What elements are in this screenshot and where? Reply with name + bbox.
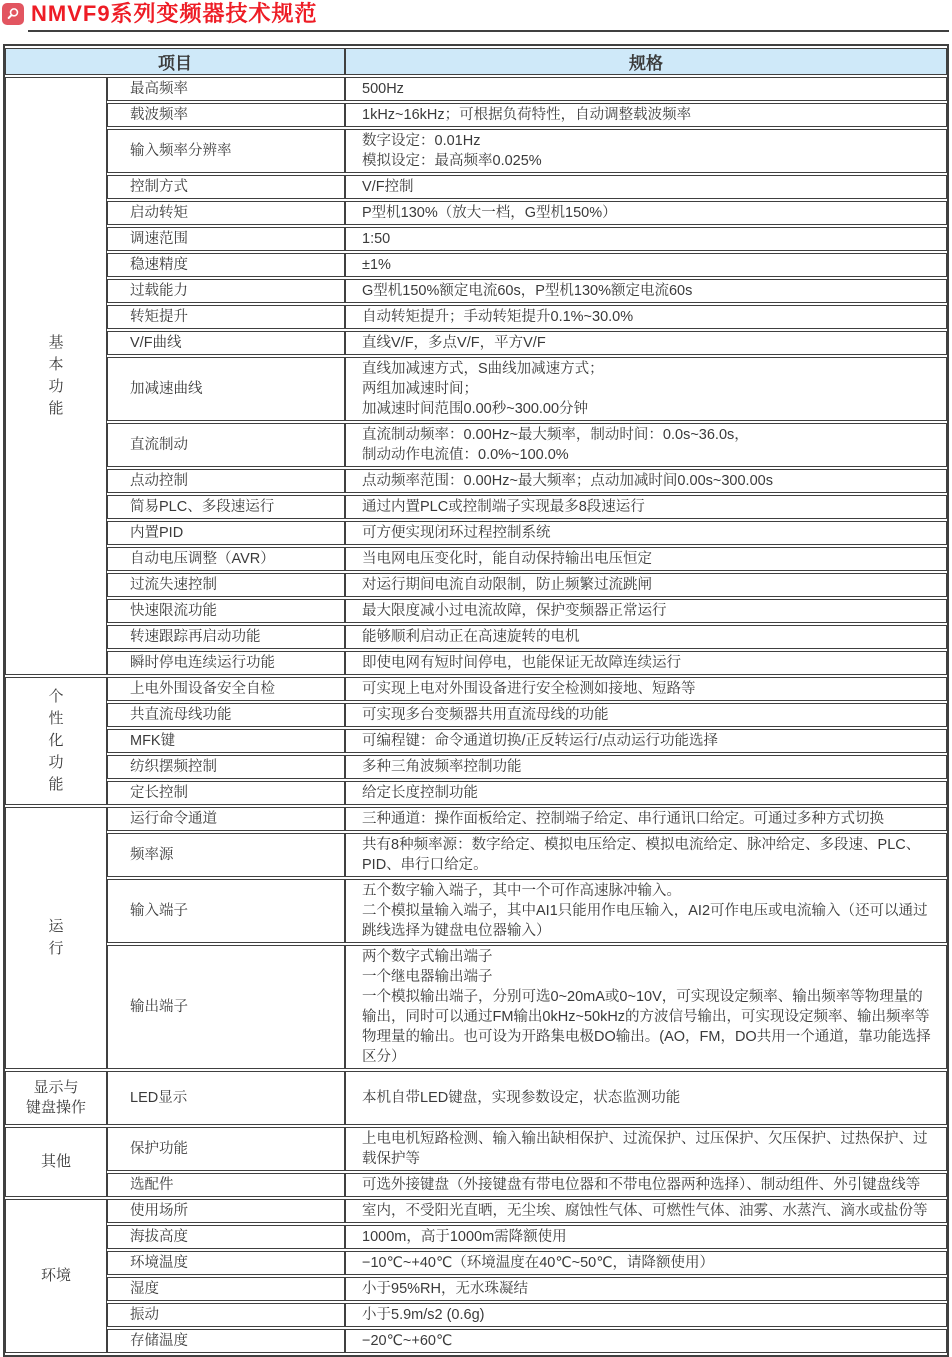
item-cell: 选配件 xyxy=(107,1173,345,1197)
spec-cell: 500Hz xyxy=(345,77,947,101)
item-cell: 稳速精度 xyxy=(107,253,345,277)
table-row xyxy=(5,1329,947,1353)
spec-cell: 可方便实现闭环过程控制系统 xyxy=(345,521,947,545)
item-cell: 载波频率 xyxy=(107,103,345,127)
spec-cell: 可实现多台变频器共用直流母线的功能 xyxy=(345,703,947,727)
column-header-item: 项目 xyxy=(5,48,345,75)
item-cell: 简易PLC、多段速运行 xyxy=(107,495,345,519)
category-cell-other: 其他 xyxy=(5,1127,107,1197)
item-cell: 最高频率 xyxy=(107,77,345,101)
category-cell-operation: 运 行 xyxy=(5,807,107,1069)
table-row xyxy=(5,1277,947,1301)
item-cell: 输出端子 xyxy=(107,945,345,1069)
item-cell: 振动 xyxy=(107,1303,345,1327)
item-cell: 加减速曲线 xyxy=(107,357,345,421)
spec-cell: 能够顺利启动正在高速旋转的电机 xyxy=(345,625,947,649)
page-title: NMVF9系列变频器技术规范 xyxy=(31,1,318,26)
spec-cell: 1kHz~16kHz；可根据负荷特性，自动调整载波频率 xyxy=(345,103,947,127)
category-cell-basic: 基 本 功 能 xyxy=(5,77,107,675)
spec-cell: 可选外接键盘（外接键盘有带电位器和不带电位器两种选择）、制动组件、外引键盘线等 xyxy=(345,1173,947,1197)
spec-cell: 1:50 xyxy=(345,227,947,251)
table-row xyxy=(5,703,947,727)
table-row xyxy=(5,129,947,173)
spec-cell: 当电网电压变化时，能自动保持输出电压恒定 xyxy=(345,547,947,571)
item-cell: 存储温度 xyxy=(107,1329,345,1353)
table-row xyxy=(5,357,947,421)
item-cell: 直流制动 xyxy=(107,423,345,467)
column-header-spec: 规格 xyxy=(345,48,947,75)
spec-cell: −10℃~+40℃（环境温度在40℃~50℃，请降额使用） xyxy=(345,1251,947,1275)
table-row xyxy=(5,1251,947,1275)
spec-cell: V/F控制 xyxy=(345,175,947,199)
item-cell: 输入端子 xyxy=(107,879,345,943)
table-row xyxy=(5,279,947,303)
item-cell: 过载能力 xyxy=(107,279,345,303)
spec-cell: 通过内置PLC或控制端子实现最多8段速运行 xyxy=(345,495,947,519)
item-cell: 自动电压调整（AVR） xyxy=(107,547,345,571)
table-row xyxy=(5,1303,947,1327)
table-row xyxy=(5,573,947,597)
table-row xyxy=(5,175,947,199)
spec-cell: 点动频率范围：0.00Hz~最大频率；点动加减时间0.00s~300.00s xyxy=(345,469,947,493)
title-bar xyxy=(0,0,952,26)
table-row xyxy=(5,1199,947,1223)
table-row xyxy=(5,807,947,831)
spec-cell: 可编程键：命令通道切换/正反转运行/点动运行功能选择 xyxy=(345,729,947,753)
item-cell: 纺织摆频控制 xyxy=(107,755,345,779)
spec-cell: 自动转矩提升；手动转矩提升0.1%~30.0% xyxy=(345,305,947,329)
spec-cell: 对运行期间电流自动限制，防止频繁过流跳闸 xyxy=(345,573,947,597)
table-row xyxy=(5,879,947,943)
table-row xyxy=(5,1173,947,1197)
spec-cell: G型机150%额定电流60s，P型机130%额定电流60s xyxy=(345,279,947,303)
spec-table-body xyxy=(5,77,947,1353)
item-cell: 湿度 xyxy=(107,1277,345,1301)
spec-cell: 给定长度控制功能 xyxy=(345,781,947,805)
table-row xyxy=(5,651,947,675)
spec-cell: 1000m，高于1000m需降额使用 xyxy=(345,1225,947,1249)
spec-cell: 五个数字输入端子，其中一个可作高速脉冲输入。 二个模拟量输入端子，其中AI1只能用作电压输入，AI2可作电压或电流输入（还可以通过跳线选择为键盘电位器输入） xyxy=(345,879,947,943)
table-row xyxy=(5,521,947,545)
table-row xyxy=(5,1225,947,1249)
item-cell: 定长控制 xyxy=(107,781,345,805)
spec-cell: 直流制动频率：0.00Hz~最大频率，制动时间：0.0s~36.0s， 制动动作电流值：0.0%~100.0% xyxy=(345,423,947,467)
table-row xyxy=(5,599,947,623)
item-cell: 启动转矩 xyxy=(107,201,345,225)
spec-cell: 可实现上电对外围设备进行安全检测如接地、短路等 xyxy=(345,677,947,701)
header-row xyxy=(5,48,947,75)
item-cell: 转速跟踪再启动功能 xyxy=(107,625,345,649)
category-cell-environment: 环境 xyxy=(5,1199,107,1353)
magnifier-icon xyxy=(2,3,24,25)
table-row xyxy=(5,495,947,519)
spec-cell: 小于5.9m/s2 (0.6g) xyxy=(345,1303,947,1327)
spec-cell: ±1% xyxy=(345,253,947,277)
item-cell: 瞬时停电连续运行功能 xyxy=(107,651,345,675)
table-row xyxy=(5,469,947,493)
table-row xyxy=(5,77,947,101)
table-row xyxy=(5,1127,947,1171)
spec-table xyxy=(3,44,949,1357)
table-row xyxy=(5,1071,947,1125)
item-cell: 频率源 xyxy=(107,833,345,877)
table-row xyxy=(5,103,947,127)
item-cell: 上电外围设备安全自检 xyxy=(107,677,345,701)
title-divider xyxy=(28,30,949,32)
table-row xyxy=(5,833,947,877)
spec-cell: 直线加减速方式，S曲线加减速方式； 两组加减速时间； 加减速时间范围0.00秒~300.00分钟 xyxy=(345,357,947,421)
spec-cell: 即使电网有短时间停电，也能保证无故障连续运行 xyxy=(345,651,947,675)
item-cell: 环境温度 xyxy=(107,1251,345,1275)
spec-cell: 本机自带LED键盘，实现参数设定，状态监测功能 xyxy=(345,1071,947,1125)
table-row xyxy=(5,305,947,329)
spec-cell: 三种通道：操作面板给定、控制端子给定、串行通讯口给定。可通过多种方式切换 xyxy=(345,807,947,831)
table-row xyxy=(5,677,947,701)
item-cell: 点动控制 xyxy=(107,469,345,493)
table-row xyxy=(5,547,947,571)
table-row xyxy=(5,227,947,251)
table-row xyxy=(5,423,947,467)
spec-cell: 直线V/F，多点V/F，平方V/F xyxy=(345,331,947,355)
spec-cell: 共有8种频率源：数字给定、模拟电压给定、模拟电流给定、脉冲给定、多段速、PLC、PID、串行口给定。 xyxy=(345,833,947,877)
item-cell: MFK键 xyxy=(107,729,345,753)
spec-cell: 多种三角波频率控制功能 xyxy=(345,755,947,779)
item-cell: 运行命令通道 xyxy=(107,807,345,831)
item-cell: 过流失速控制 xyxy=(107,573,345,597)
table-row xyxy=(5,755,947,779)
table-row xyxy=(5,729,947,753)
item-cell: 输入频率分辨率 xyxy=(107,129,345,173)
item-cell: 海拔高度 xyxy=(107,1225,345,1249)
item-cell: 转矩提升 xyxy=(107,305,345,329)
item-cell: LED显示 xyxy=(107,1071,345,1125)
spec-cell: 最大限度减小过电流故障，保护变频器正常运行 xyxy=(345,599,947,623)
spec-cell: 上电电机短路检测、输入输出缺相保护、过流保护、过压保护、欠压保护、过热保护、过载保护等 xyxy=(345,1127,947,1171)
item-cell: 保护功能 xyxy=(107,1127,345,1171)
category-cell-display: 显示与 键盘操作 xyxy=(5,1071,107,1125)
spec-cell: 数字设定：0.01Hz 模拟设定：最高频率0.025% xyxy=(345,129,947,173)
item-cell: 内置PID xyxy=(107,521,345,545)
item-cell: 使用场所 xyxy=(107,1199,345,1223)
table-row xyxy=(5,625,947,649)
table-row xyxy=(5,253,947,277)
item-cell: V/F曲线 xyxy=(107,331,345,355)
spec-table-header xyxy=(5,48,947,75)
table-row xyxy=(5,201,947,225)
spec-cell: 两个数字式输出端子 一个继电器输出端子 一个模拟输出端子，分别可选0~20mA或0~10V，可实现设定频率、输出频率等物理量的输出，同时可以通过FM输出0kHz~50kHz的方波信号输出，可实现设定频率、输出频率等物理量的输出。也可设为开路集电极DO输出。(AO，FM，DO共用一个通道，靠功能选择区分） xyxy=(345,945,947,1069)
item-cell: 共直流母线功能 xyxy=(107,703,345,727)
spec-cell: −20℃~+60℃ xyxy=(345,1329,947,1353)
spec-cell: 室内，不受阳光直晒，无尘埃、腐蚀性气体、可燃性气体、油雾、水蒸汽、滴水或盐份等 xyxy=(345,1199,947,1223)
category-cell-personal: 个 性 化 功 能 xyxy=(5,677,107,805)
item-cell: 快速限流功能 xyxy=(107,599,345,623)
item-cell: 控制方式 xyxy=(107,175,345,199)
table-row xyxy=(5,945,947,1069)
spec-cell: P型机130%（放大一档，G型机150%） xyxy=(345,201,947,225)
table-row xyxy=(5,781,947,805)
table-row xyxy=(5,331,947,355)
item-cell: 调速范围 xyxy=(107,227,345,251)
spec-cell: 小于95%RH，无水珠凝结 xyxy=(345,1277,947,1301)
